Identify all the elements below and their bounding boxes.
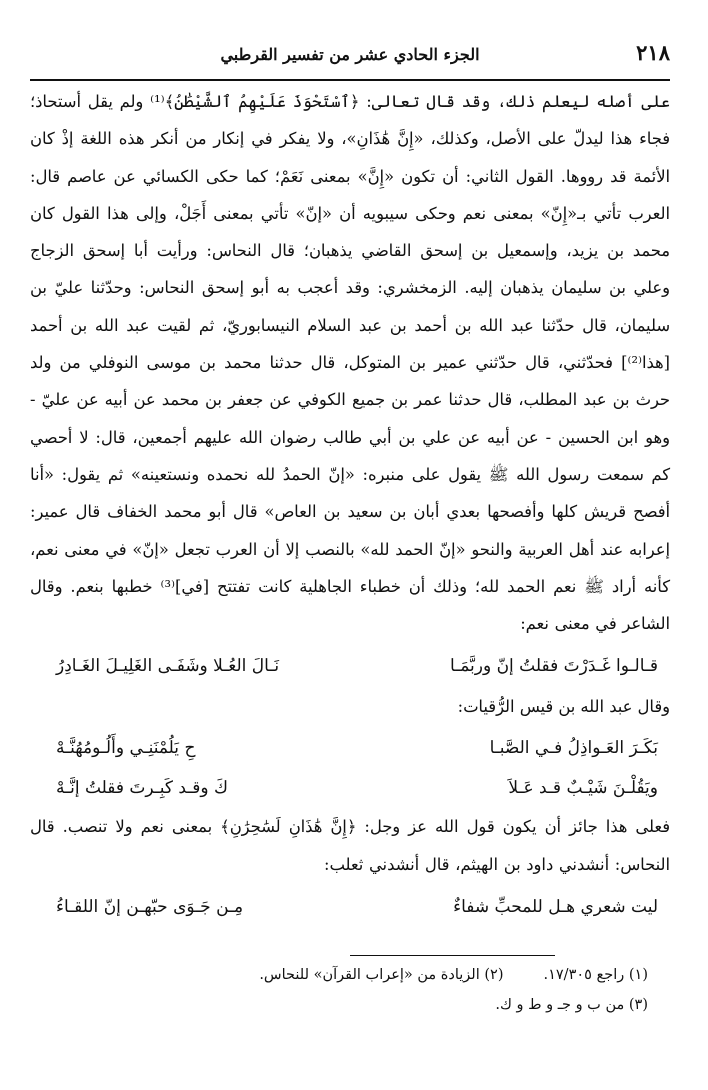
header-divider bbox=[30, 79, 670, 81]
verse-second-hemistich: مِـن جَـوَى حبّهـن إنّ اللقـاءُ bbox=[56, 897, 244, 918]
verse-line bbox=[30, 768, 670, 808]
verse-second-hemistich: نَـالَ العُـلا وشَفَـى الغَلِيـلَ الغَـادِرُ bbox=[56, 656, 280, 677]
footnote-divider bbox=[350, 955, 555, 956]
verse-first-hemistich: بَكَـرَ العَـواذِلُ فـي الصَّبـا bbox=[489, 738, 658, 759]
page-number: ٢١٨ bbox=[636, 40, 670, 65]
verse-second-hemistich: كَ وقـد كَبِـرتَ فقلتُ إنَّـهْ bbox=[56, 778, 229, 799]
verse-line bbox=[30, 885, 670, 929]
footnotes bbox=[30, 960, 648, 1020]
verse-second-hemistich: حِ يَلُمْنَنِـي وأَلُـومُهُنَّـهْ bbox=[56, 738, 196, 759]
verse-line bbox=[30, 644, 670, 688]
footnote-row bbox=[30, 990, 648, 1020]
verse-block-1 bbox=[30, 644, 670, 688]
paragraph: على أصله ليعلم ذلك، وقد قال تعالى: ﴿ٱسْتَحْوَذَ عَلَيْهِمُ ٱلشَّيْطَٰنُ﴾⁽¹⁾ ولم يقل أستحاذ؛ فجاء هذا ليدلّ على الأصل، وكذلك، «إِنَّ هَٰذَانِ»، ولا يفكر في إنكار من أنكر هذه اللغة إذْ كان الأئمة قد رووها. القول الثاني: أن تكون «إِنَّ» بمعنى نَعَمْ؛ كما حكى الكسائي عن عاصم قال: العرب تأتي بـ«إِنّ» بمعنى نعم وحكى سيبويه أن «إنّ» تأتي بمعنى أَجَلْ، وإلى هذا القول كان محمد بن يزيد، وإسمعيل بن إسحق القاضي يذهبان؛ قال النحاس: ورأيت أبا إسحق الزجاج وعلي بن سليمان يذهبان إليه. الزمخشري: وقد أعجب به أبو إسحق النحاس: وحدّثنا عليّ بن سليمان، قال حدّثنا عبد الله بن أحمد بن عبد السلام النيسابوريّ، ثم لقيت عبد الله بن أحمد [هذا⁽²⁾] فحدّثني، قال حدّثني عمير بن المتوكل، قال حدثنا محمد بن موسى النوفلي من ولد حرث بن عبد المطلب، قال حدثنا عمر بن جميع الكوفي عن جعفر بن محمد عن أبيه عن عليّ - وهو ابن الحسين - عن أبيه عن علي بن أبي طالب رضوان الله عليهم أجمعين، قال: لا أحصي كم سمعت رسول الله ﷺ يقول على منبره: «إنّ الحمدُ لله نحمده ونستعينه» ثم يقول: «أنا أفصح قريش كلها وأفصحها بعدي أبان بن سعيد بن العاص» قال أبو محمد الخفاف قال عمير: إعرابه عند أهل العربية والنحو «إنّ الحمد لله» بالنصب إلا أن العرب تجعل «إنّ» في معنى نعم، كأنه أراد ﷺ نعم الحمد لله؛ وذلك أن خطباء الجاهلية كانت تفتتح [في]⁽³⁾ خطبها بنعم. وقال الشاعر في معنى نعم: bbox=[30, 92, 670, 634]
verse-intro: وقال عبد الله بن قيس الرُّقيات: bbox=[457, 697, 670, 717]
verse-line bbox=[30, 728, 670, 768]
verse-first-hemistich: قـالـوا غَـدَرْتَ فقلتُ إنّ وربَّمَـا bbox=[450, 656, 658, 677]
running-title: الجزء الحادي عشر من تفسير القرطبي bbox=[220, 45, 480, 64]
footnote-1: (١) راجع ١٧/٣٠٥. bbox=[543, 967, 648, 983]
verse-first-hemistich: ليت شعري هـل للمحبِّ شفاءٌ bbox=[453, 897, 658, 918]
footnote-3: (٣) من ب و جـ و ط و ك. bbox=[495, 997, 648, 1013]
page-header bbox=[30, 38, 670, 72]
verse-block-3 bbox=[30, 885, 670, 929]
verse-block-2 bbox=[30, 728, 670, 808]
footnote-2: (٢) الزيادة من «إعراب القرآن» للنحاس. bbox=[259, 967, 504, 983]
page-body bbox=[30, 83, 670, 929]
paragraph: فعلى هذا جائز أن يكون قول الله عز وجل: ﴿إِنَّ هَٰذَانِ لَسَٰحِرَٰنِ﴾ بمعنى نعم ولا تنصب. قال النحاس: أنشدني داود بن الهيثم، قال أنشدني ثعلب: bbox=[30, 817, 670, 874]
verse-first-hemistich: ويَقُلْـنَ شَيْـبٌ قـد عَـلاَ bbox=[508, 778, 658, 799]
footnote-row bbox=[30, 960, 648, 990]
